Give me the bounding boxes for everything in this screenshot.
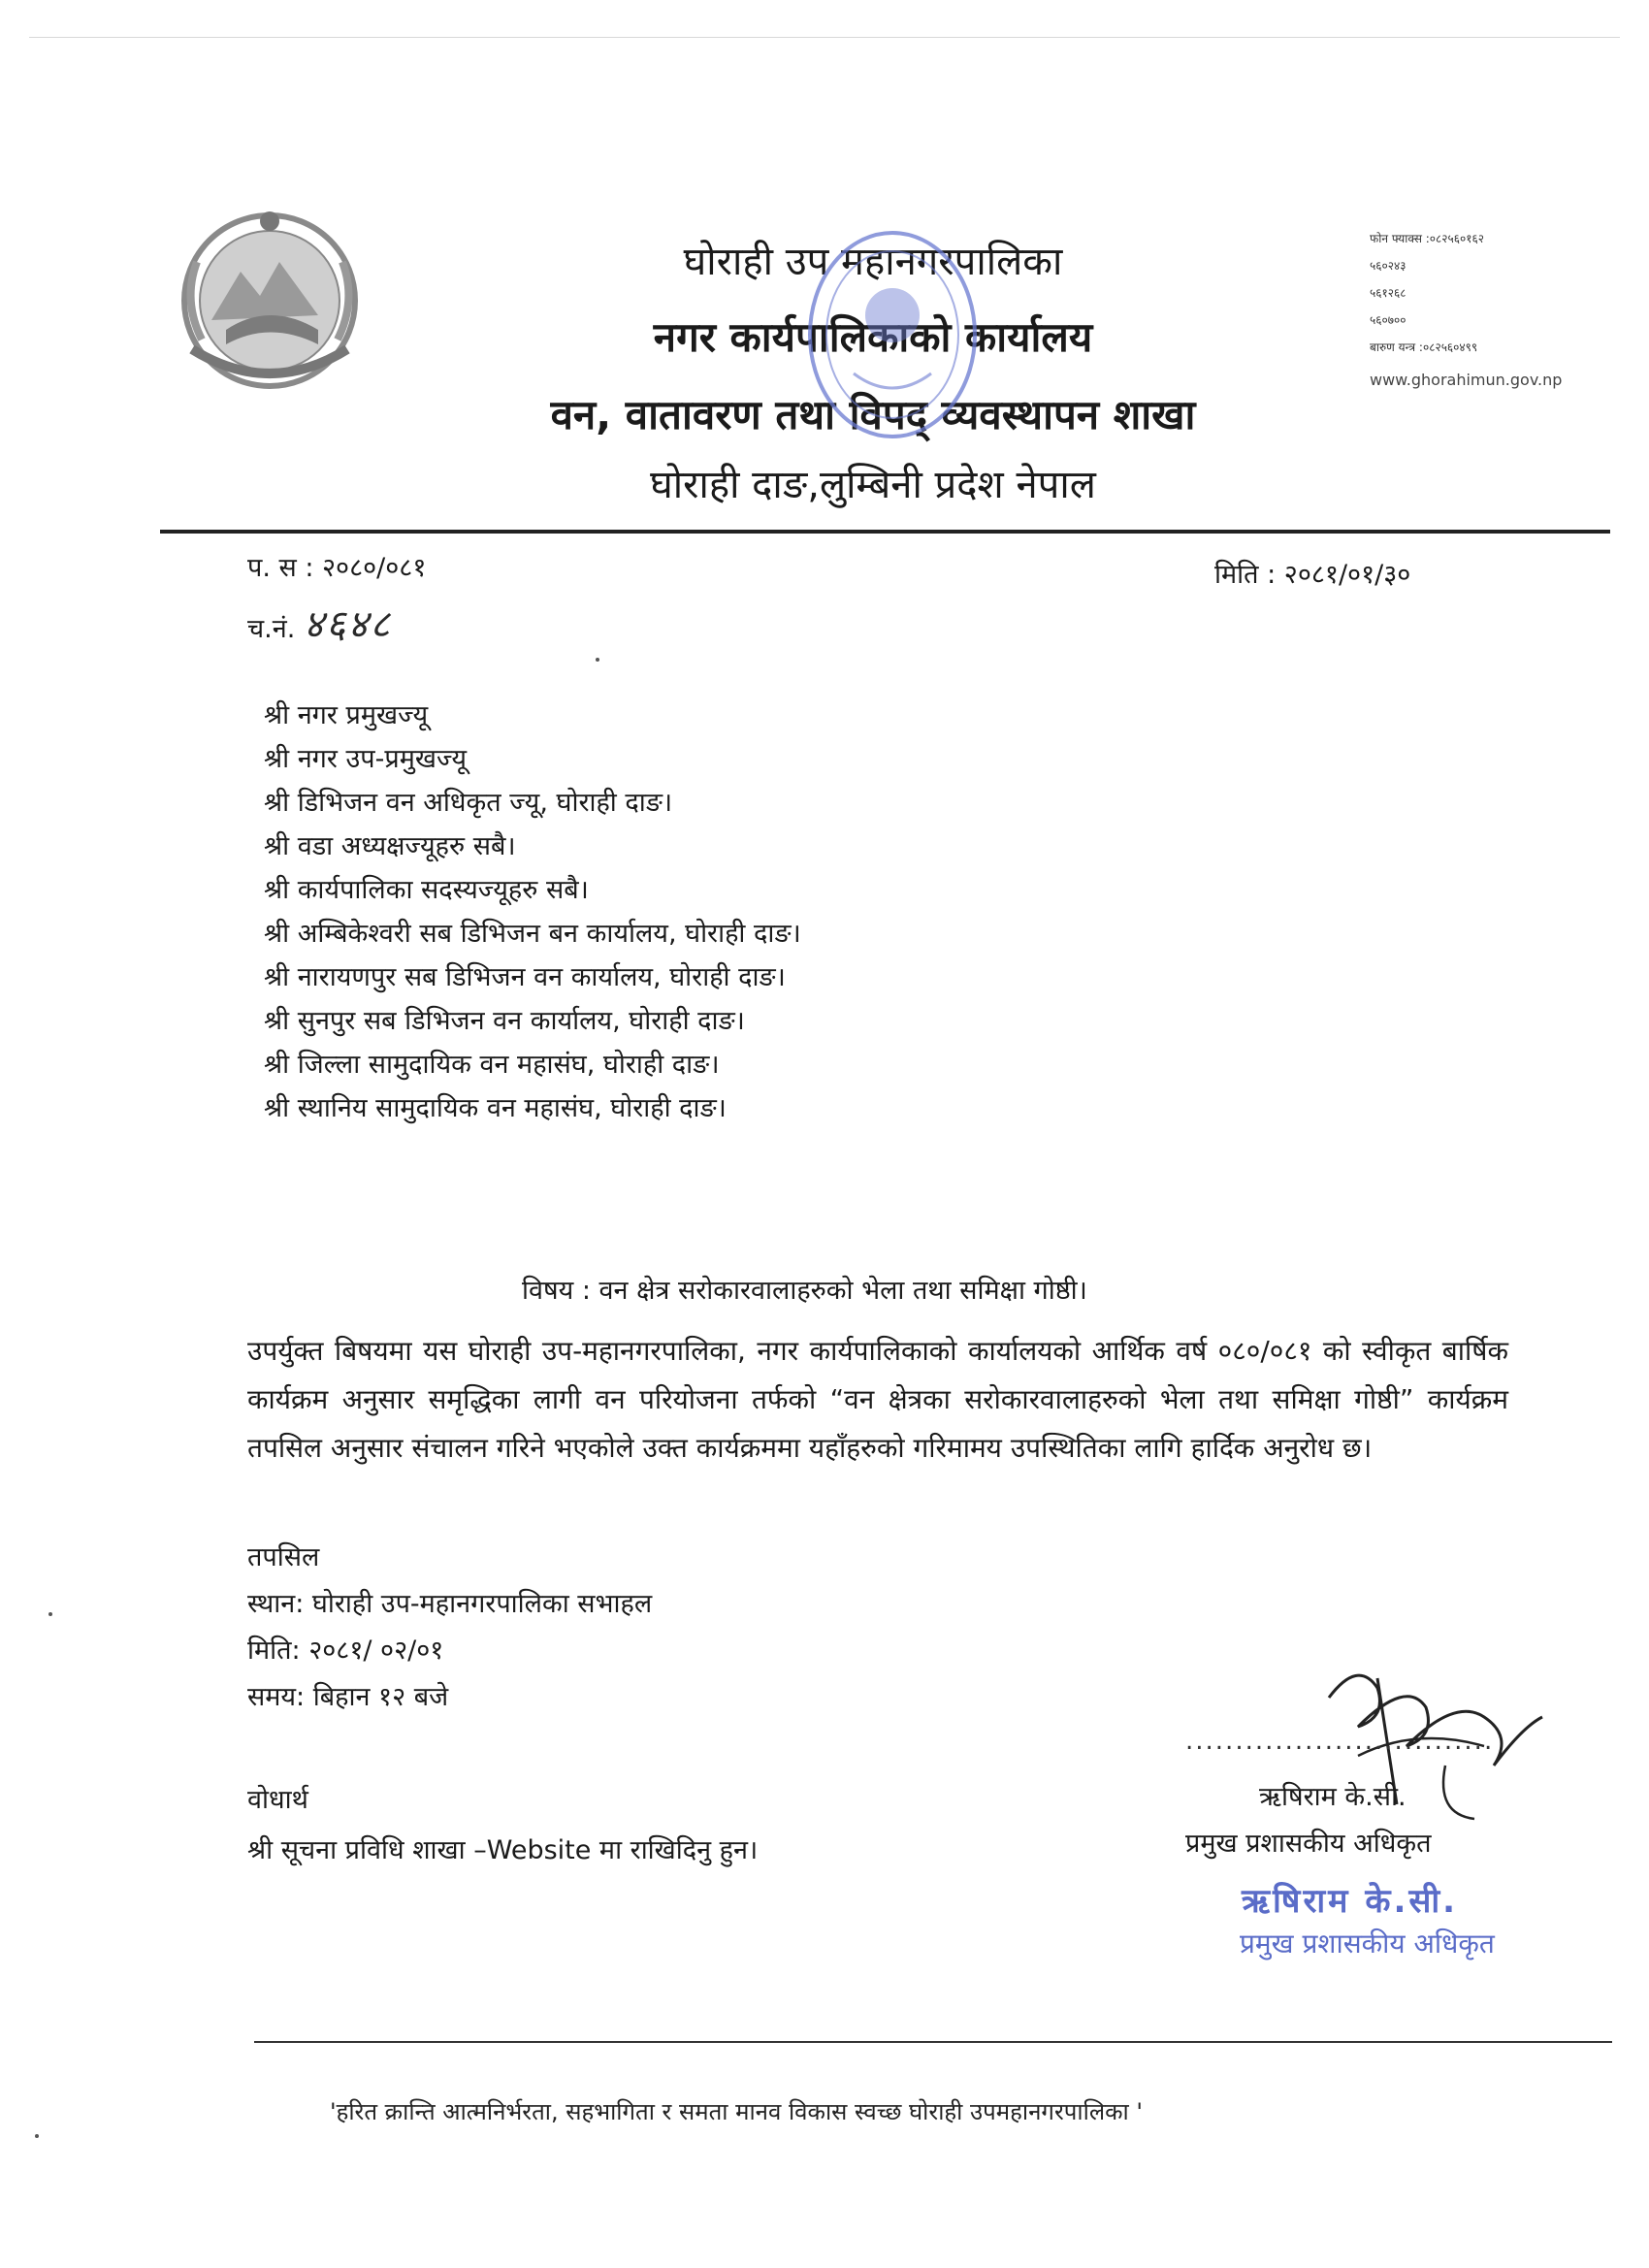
letter-subject: विषय : वन क्षेत्र सरोकारवालाहरुको भेला तथा समिक्षा गोष्ठी। <box>522 1276 1087 1306</box>
recipient-item: श्री सुनपुर सब डिभिजन वन कार्यालय, घोराही दाङ। <box>264 1006 745 1036</box>
stamp-name: ऋषिराम के.सी. <box>1242 1882 1459 1921</box>
recipient-item: श्री जिल्ला सामुदायिक वन महासंघ, घोराही दाङ। <box>264 1050 720 1080</box>
contact-phone-3: ५६१२६८ <box>1370 286 1406 300</box>
contact-fire: बारुण यन्त्र :०८२५६०४९९ <box>1370 340 1478 354</box>
recipient-item: श्री डिभिजन वन अधिकृत ज्यू, घोराही दाङ। <box>264 788 673 818</box>
cc-line: श्री सूचना प्रविधि शाखा –Website मा राखिदिनु हुन। <box>247 1835 759 1865</box>
footer-motto: 'हरित क्रान्ति आत्मनिर्भरता, सहभागिता र समता मानव विकास स्वच्छ घोराही उपमहानगरपालिका ' <box>330 2098 1143 2125</box>
signer-title: प्रमुख प्रशासकीय अधिकृत <box>1185 1829 1432 1859</box>
contact-website: www.ghorahimun.gov.np <box>1370 371 1563 389</box>
cc-heading: वोधार्थ <box>247 1785 308 1815</box>
details-place: स्थान: घोराही उप-महानगरपालिका सभाहल <box>247 1589 653 1619</box>
cha-number-handwritten: ४६४८ <box>303 602 393 647</box>
recipient-item: श्री अम्बिकेश्वरी सब डिभिजन बन कार्यालय, घोराही दाङ। <box>264 919 801 949</box>
contact-block <box>1370 225 1612 394</box>
details-time: समय: बिहान १२ बजे <box>247 1682 449 1712</box>
signature-line: ............................... <box>1185 1727 1495 1756</box>
ink-speck <box>48 1612 52 1616</box>
recipient-item: श्री वडा अध्यक्षज्यूहरु सबै। <box>264 831 516 861</box>
letter-date: मिति : २०८१/०१/३० <box>1214 560 1411 590</box>
office-seal-stamp-icon <box>795 218 989 461</box>
stamp-title: प्रमुख प्रशासकीय अधिकृत <box>1240 1928 1495 1960</box>
recipient-item: श्री कार्यपालिका सदस्यज्यूहरु सबै। <box>264 875 589 905</box>
recipient-list <box>264 694 801 1130</box>
contact-phone-fax: फोन फ्याक्स :०८२५६०१६२ <box>1370 232 1484 245</box>
cha-label: च.नं. <box>247 614 296 644</box>
ink-speck <box>35 2134 39 2138</box>
contact-phone-2: ५६०२४३ <box>1370 259 1406 273</box>
footer-divider <box>254 2041 1612 2043</box>
letter-body: उपर्युक्त बिषयमा यस घोराही उप-महानगरपालिका, नगर कार्यपालिकाको कार्यालयको आर्थिक वर्ष ०८०/०८१ को स्वीकृत बार्षिक कार्यक्रम अनुसार समृद्धिका लागी वन परियोजना तर्फको “वन क्षेत्रका सरोकारवालाहरुको भेला तथा समिक्षा गोष्ठी” कार्यक्रम तपसिल अनुसार संचालन गरिने भएकोले उक्त कार्यक्रममा यहाँहरुको गरिमामय उपस्थितिका लागि हार्दिक अनुरोध छ। <box>247 1335 1508 1464</box>
contact-phone-4: ५६०७०० <box>1370 313 1406 327</box>
signer-name: ऋषिराम के.सी. <box>1259 1782 1406 1812</box>
cc-section <box>247 1775 758 1876</box>
reference-cha-no <box>247 596 392 649</box>
header-address: घोराही दाङ,लुम्बिनी प्रदेश नेपाल <box>650 463 1096 507</box>
header-divider <box>160 530 1610 534</box>
header-municipality: घोराही उप महानगरपालिका <box>683 240 1063 284</box>
event-details <box>247 1535 652 1721</box>
recipient-item: श्री नगर उप-प्रमुखज्यू <box>264 744 468 774</box>
recipient-item: श्री नारायणपुर सब डिभिजन वन कार्यालय, घोराही दाङ। <box>264 962 786 992</box>
nepal-emblem-icon <box>173 204 367 398</box>
header-office: नगर कार्यपालिकाको कार्यालय <box>653 313 1093 361</box>
ink-speck <box>596 658 599 662</box>
recipient-item: श्री स्थानिय सामुदायिक वन महासंघ, घोराही दाङ। <box>264 1093 727 1123</box>
recipient-item: श्री नगर प्रमुखज्यू <box>264 700 429 730</box>
details-heading: तपसिल <box>247 1542 320 1572</box>
reference-pa-sa: प. स : २०८०/०८१ <box>247 553 427 583</box>
scan-edge <box>29 37 1620 38</box>
header-branch: वन, वातावरण तथा विपद् व्यवस्थापन शाखा <box>550 391 1196 438</box>
details-date: मिति: २०८१/ ०२/०१ <box>247 1636 444 1666</box>
